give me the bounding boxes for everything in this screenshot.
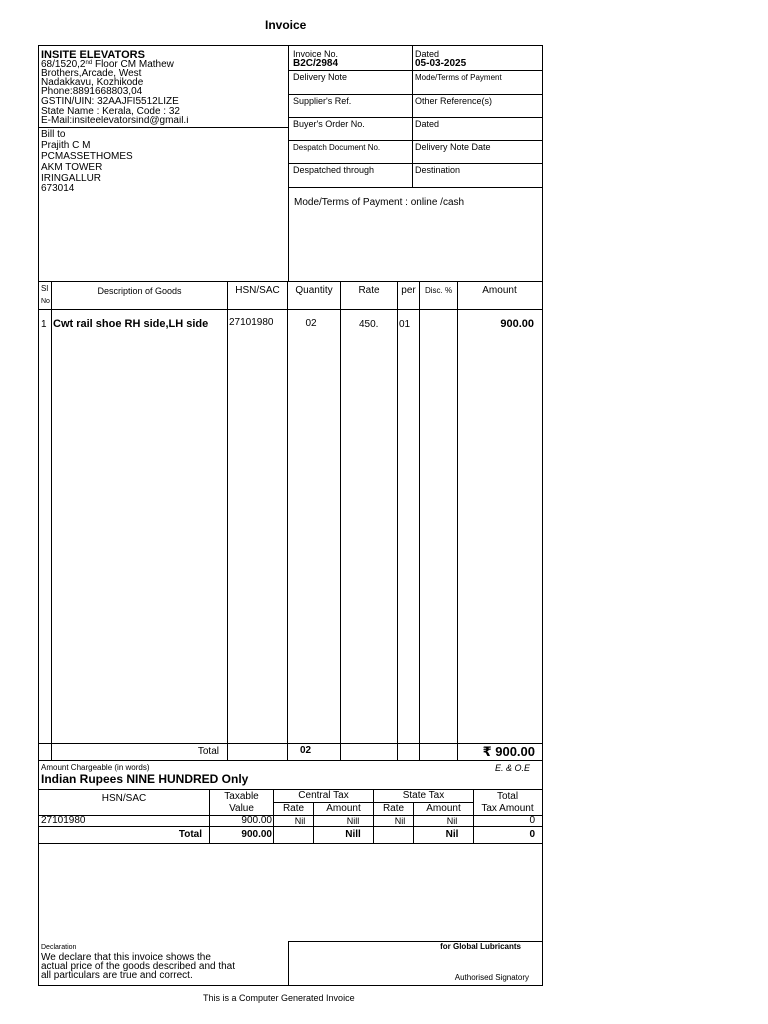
mode-terms-label: Mode/Terms of Payment xyxy=(415,73,502,82)
tax-total-total: 0 xyxy=(529,829,535,840)
central-amount-header: Amount xyxy=(326,803,361,814)
row-quantity: 02 xyxy=(305,318,317,329)
tax-row-central-amount: Nill xyxy=(346,816,360,826)
items-total-label: Total xyxy=(197,746,219,757)
buyer-pin: 673014 xyxy=(41,183,75,194)
tax-taxable-header-1: Taxable xyxy=(224,791,259,802)
buyer-line-4: IRINGALLUR xyxy=(41,173,102,184)
destination-label: Destination xyxy=(415,165,461,175)
row-amount: 900.00 xyxy=(500,318,534,330)
other-ref-label: Other Reference(s) xyxy=(415,96,493,106)
despatch-doc-label: Despatch Document No. xyxy=(293,143,381,152)
dated-label: Dated xyxy=(415,49,440,59)
declaration-line-1: We declare that this invoice shows the xyxy=(41,952,211,963)
items-total-quantity: 02 xyxy=(300,745,312,756)
seller-name: INSITE ELEVATORS xyxy=(41,49,145,61)
buyer-line-2: PCMASSETHOMES xyxy=(41,151,133,162)
amount-words-value: Indian Rupees NINE HUNDRED Only xyxy=(41,772,249,786)
total-tax-header-1: Total xyxy=(496,791,519,802)
state-rate-header: Rate xyxy=(382,803,405,814)
buyer-name: Prajith C M xyxy=(41,140,91,151)
signature-label: Authorised Signatory xyxy=(454,973,529,982)
invoice-no-label: Invoice No. xyxy=(293,49,339,59)
tax-total-state-amount: Nil xyxy=(445,829,459,840)
tax-row-state-amount: Nil xyxy=(446,816,458,826)
buyers-order-label: Buyer's Order No. xyxy=(293,119,365,129)
col-disc-header: Disc. % xyxy=(424,286,453,295)
central-tax-header: Central Tax xyxy=(298,790,349,801)
tax-row-taxable: 900.00 xyxy=(241,815,272,826)
amount-words-label: Amount Chargeable (in words) xyxy=(41,763,150,772)
state-amount-header: Amount xyxy=(426,803,461,814)
items-total-amount: ₹ 900.00 xyxy=(482,744,535,759)
row-description: Cwt rail shoe RH side,LH side xyxy=(53,318,209,330)
row-per: 01 xyxy=(399,319,411,330)
signature-company: for Global Lubricants xyxy=(440,942,521,951)
central-rate-header: Rate xyxy=(282,803,305,814)
col-quantity-header: Quantity xyxy=(295,285,333,296)
col-description-header: Description of Goods xyxy=(97,286,182,296)
dated-2-label: Dated xyxy=(415,119,440,129)
buyer-line-3: AKM TOWER xyxy=(41,162,103,173)
declaration-line-2: actual price of the goods described and that xyxy=(41,961,236,972)
seller-email: E-Mail:insiteelevatorsind@gmail.i xyxy=(41,116,189,126)
seller-address-line-3: Nadakkavu, Kozhikode xyxy=(41,77,144,88)
tax-hsn-header: HSN/SAC xyxy=(101,793,147,804)
declaration-label: Declaration xyxy=(41,944,77,951)
delivery-note-date-label: Delivery Note Date xyxy=(415,142,491,152)
footer-note: This is a Computer Generated Invoice xyxy=(203,993,355,1003)
invoice-title: Invoice xyxy=(265,18,307,32)
tax-row-state-rate: Nil xyxy=(394,816,406,826)
seller-state: State Name : Kerala, Code : 32 xyxy=(41,106,180,117)
invoice-no-value: B2C/2984 xyxy=(293,58,339,69)
col-sl-header-2: No xyxy=(41,298,50,305)
col-hsn-header: HSN/SAC xyxy=(235,285,280,296)
row-rate: 450. xyxy=(359,319,379,330)
total-tax-header-2: Tax Amount xyxy=(481,803,534,814)
col-rate-header: Rate xyxy=(358,285,380,296)
seller-gstin: GSTIN/UIN: 32AAJFI5512LIZE xyxy=(41,96,179,107)
tax-row-total: 0 xyxy=(529,815,535,826)
state-tax-header: State Tax xyxy=(402,790,445,801)
dated-value: 05-03-2025 xyxy=(415,58,467,69)
row-sl: 1 xyxy=(41,319,47,330)
row-hsn: 27101980 xyxy=(229,317,274,328)
tax-total-label: Total xyxy=(178,829,202,840)
despatched-through-label: Despatched through xyxy=(293,165,375,175)
col-per-header: per xyxy=(401,285,416,296)
tax-total-central-amount: Nill xyxy=(345,829,361,840)
tax-taxable-header-2: Value xyxy=(229,803,254,814)
suppliers-ref-label: Supplier's Ref. xyxy=(293,96,352,106)
col-amount-header: Amount xyxy=(482,285,517,296)
seller-address-line-1: 68/1520,2nd Floor CM Mathew xyxy=(41,59,174,70)
eoe-label: E. & O.E xyxy=(494,763,530,773)
payment-terms: Mode/Terms of Payment : online /cash xyxy=(294,197,465,208)
seller-address-line-2: Brothers,Arcade, West xyxy=(41,68,142,79)
tax-row-central-rate: Nil xyxy=(294,816,306,826)
col-sl-header-1: Sl xyxy=(41,284,49,293)
seller-phone: Phone:8891668803,04 xyxy=(41,86,143,97)
delivery-note-label: Delivery Note xyxy=(293,72,348,82)
tax-total-taxable: 900.00 xyxy=(241,829,272,840)
tax-row-hsn: 27101980 xyxy=(41,815,86,826)
declaration-line-3: all particulars are true and correct. xyxy=(41,970,193,981)
buyer-heading: Bill to xyxy=(41,129,66,140)
